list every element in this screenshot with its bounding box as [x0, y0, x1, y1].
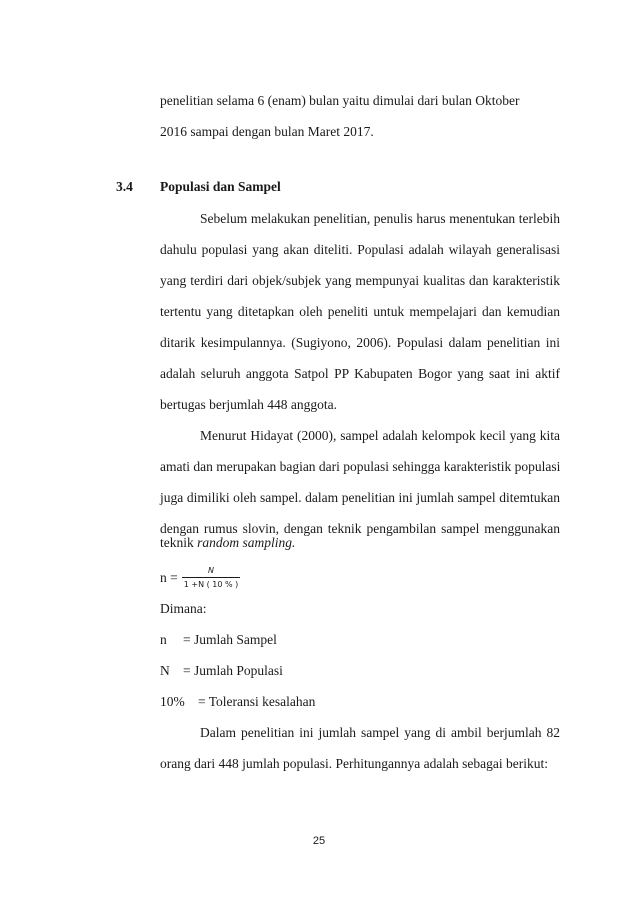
paragraph1-line-6: adalah seluruh anggota Satpol PP Kabupaten Bogor yang saat ini aktif: [160, 366, 560, 381]
definition-term-n: n: [160, 632, 167, 647]
paragraph2-last-italic: random sampling.: [197, 535, 296, 550]
paragraph1-line-4: tertentu yang ditetapkan oleh peneliti untuk mempelajari dan kemudian: [160, 304, 560, 319]
paragraph2-line-2: amati dan merupakan bagian dari populasi sehingga karakteristik populasi: [160, 459, 561, 474]
definition-text-tolerance: = Toleransi kesalahan: [198, 694, 316, 709]
paragraph1-line-5: ditarik kesimpulannya. (Sugiyono, 2006). Populasi dalam penelitian ini: [160, 335, 560, 350]
definition-text-N: = Jumlah Populasi: [183, 663, 283, 678]
page-number: 25: [312, 835, 326, 847]
paragraph2-line-5: [160, 535, 560, 551]
paragraph1-line-3: yang terdiri dari objek/subjek yang mempunyai kualitas dan karakteristik: [160, 273, 560, 288]
intro-line-2: 2016 sampai dengan bulan Maret 2017.: [160, 124, 374, 139]
paragraph1-line-1: Sebelum melakukan penelitian, penulis harus menentukan terlebih: [200, 211, 560, 226]
slovin-formula: [160, 563, 240, 593]
formula-lhs: n =: [160, 570, 178, 585]
definitions-label: Dimana:: [160, 601, 207, 616]
formula-fraction: [182, 566, 241, 590]
paragraph3-line-1: Dalam penelitian ini jumlah sampel yang di ambil berjumlah 82: [200, 725, 560, 740]
section-title: Populasi dan Sampel: [160, 179, 281, 194]
formula-numerator: N: [208, 566, 214, 575]
definition-term-N: N: [160, 663, 170, 678]
section-number: 3.4: [116, 179, 133, 194]
paragraph2-line-1: Menurut Hidayat (2000), sampel adalah kelompok kecil yang kita: [200, 428, 560, 443]
definition-text-n: = Jumlah Sampel: [183, 632, 277, 647]
paragraph2-line-4: dengan rumus slovin, dengan teknik pengambilan sampel menggunakan: [160, 521, 560, 536]
definition-term-tolerance: 10%: [160, 694, 185, 709]
intro-line-1: penelitian selama 6 (enam) bulan yaitu dimulai dari bulan Oktober: [160, 93, 520, 108]
formula-denominator: 1 +N ( 10 % ): [182, 577, 241, 590]
paragraph2-last-prefix: teknik: [160, 535, 198, 550]
paragraph1-line-7: bertugas berjumlah 448 anggota.: [160, 397, 337, 412]
paragraph2-line-3: juga dimiliki oleh sampel. dalam penelitian ini jumlah sampel ditemtukan: [160, 490, 560, 505]
paragraph3-line-2: orang dari 448 jumlah populasi. Perhitungannya adalah sebagai berikut:: [160, 756, 549, 771]
paragraph1-line-2: dahulu populasi yang akan diteliti. Populasi adalah wilayah generalisasi: [160, 242, 560, 257]
